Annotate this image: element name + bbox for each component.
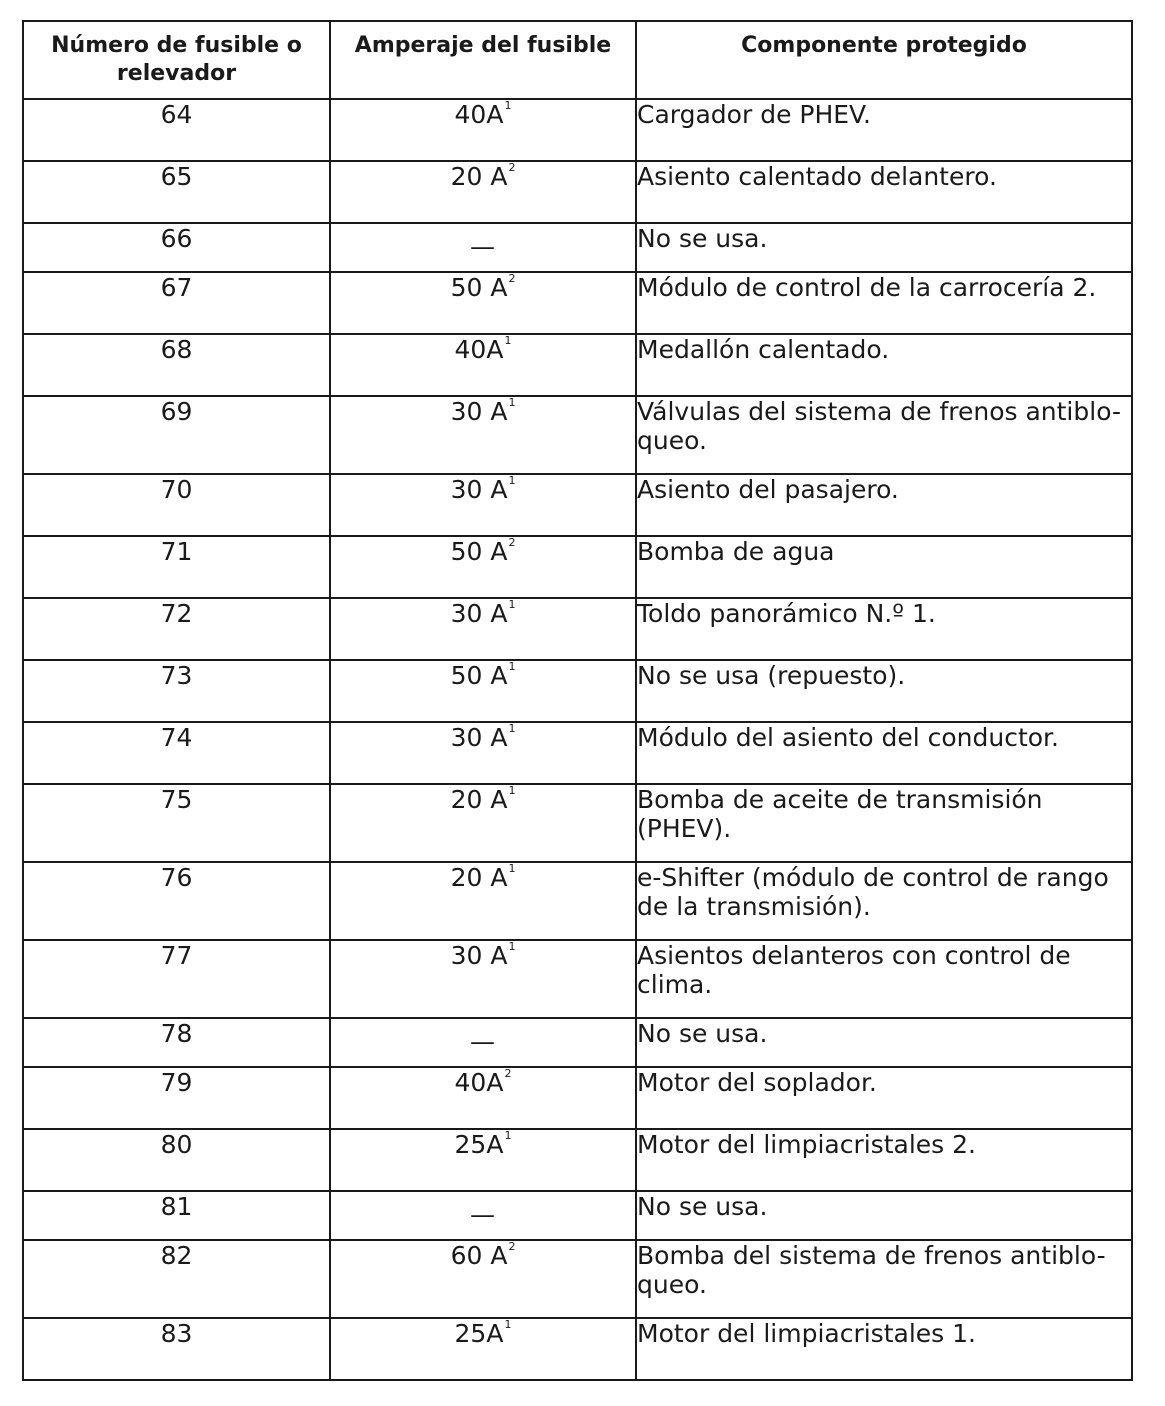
- table-row: [23, 1240, 1132, 1318]
- fuse-amperage: 20 $A^1$: [330, 862, 636, 940]
- protected-component: Bomba de agua: [636, 536, 1132, 598]
- footnote-mark: 1: [508, 474, 516, 487]
- fuse-amperage: 30 $A^1$: [330, 722, 636, 784]
- footnote-mark: 2: [508, 272, 516, 285]
- fuse-amperage: 60 $A^2$: [330, 1240, 636, 1318]
- fuse-number: 74: [23, 722, 330, 784]
- fuse-number: 65: [23, 161, 330, 223]
- protected-component: No se usa.: [636, 1018, 1132, 1067]
- fuse-table: [22, 20, 1133, 1381]
- footnote-mark: 1: [504, 1129, 512, 1142]
- protected-component: Toldo panorámico N.º 1.: [636, 598, 1132, 660]
- fuse-number: 71: [23, 536, 330, 598]
- fuse-amperage: —: [330, 223, 636, 272]
- fuse-amperage: 20 $A^2$: [330, 161, 636, 223]
- header-protected-component: Componente protegido: [636, 21, 1132, 99]
- footnote-mark: 1: [508, 940, 516, 953]
- protected-component: e-Shifter (módulo de control de rango de la transmisión).: [636, 862, 1132, 940]
- header-fuse-amperage: Amperaje del fusible: [330, 21, 636, 99]
- table-header: [23, 21, 1132, 99]
- fuse-number: 82: [23, 1240, 330, 1318]
- fuse-amperage: —: [330, 1018, 636, 1067]
- fuse-amperage: $40A^2$: [330, 1067, 636, 1129]
- table-row: [23, 1067, 1132, 1129]
- fuse-number: 81: [23, 1191, 330, 1240]
- footnote-mark: 2: [508, 1240, 516, 1253]
- fuse-number: 64: [23, 99, 330, 161]
- fuse-amperage: $40A^1$: [330, 99, 636, 161]
- fuse-number: 79: [23, 1067, 330, 1129]
- fuse-amperage: 30 $A^1$: [330, 396, 636, 474]
- protected-component: No se usa.: [636, 223, 1132, 272]
- table-row: [23, 474, 1132, 536]
- footnote-mark: 1: [508, 784, 516, 797]
- table-row: [23, 161, 1132, 223]
- protected-component: Bomba de aceite de transmisión (PHEV).: [636, 784, 1132, 862]
- footnote-mark: 1: [508, 396, 516, 409]
- table-row: [23, 334, 1132, 396]
- fuse-number: 73: [23, 660, 330, 722]
- protected-component: Motor del limpiacristales 2.: [636, 1129, 1132, 1191]
- footnote-mark: 1: [508, 660, 516, 673]
- footnote-mark: 1: [504, 334, 512, 347]
- protected-component: Módulo del asiento del conductor.: [636, 722, 1132, 784]
- footnote-mark: 1: [508, 598, 516, 611]
- table-row: [23, 598, 1132, 660]
- table-row: [23, 862, 1132, 940]
- table-row: [23, 1129, 1132, 1191]
- fuse-amperage: $40A^1$: [330, 334, 636, 396]
- fuse-amperage: 30 $A^1$: [330, 598, 636, 660]
- fuse-amperage: 20 $A^1$: [330, 784, 636, 862]
- fuse-number: 70: [23, 474, 330, 536]
- footnote-mark: 1: [508, 722, 516, 735]
- protected-component: Asiento del pasajero.: [636, 474, 1132, 536]
- fuse-number: 67: [23, 272, 330, 334]
- protected-component: Medallón calentado.: [636, 334, 1132, 396]
- fuse-amperage: 50 $A^1$: [330, 660, 636, 722]
- footnote-mark: 1: [508, 862, 516, 875]
- fuse-number: 77: [23, 940, 330, 1018]
- footnote-mark: 1: [504, 1318, 512, 1331]
- table-row: [23, 660, 1132, 722]
- footnote-mark: 2: [508, 161, 516, 174]
- table-row: [23, 1018, 1132, 1067]
- fuse-amperage: 50 $A^2$: [330, 536, 636, 598]
- fuse-number: 78: [23, 1018, 330, 1067]
- fuse-amperage: $25A^1$: [330, 1129, 636, 1191]
- fuse-amperage: —: [330, 1191, 636, 1240]
- table-row: [23, 784, 1132, 862]
- protected-component: Motor del limpiacristales 1.: [636, 1318, 1132, 1380]
- fuse-amperage: $25A^1$: [330, 1318, 636, 1380]
- fuse-amperage: 30 $A^1$: [330, 940, 636, 1018]
- fuse-number: 66: [23, 223, 330, 272]
- footnote-mark: 1: [504, 99, 512, 112]
- protected-component: Asiento calentado delantero.: [636, 161, 1132, 223]
- header-fuse-number: Número de fusible o relevador: [23, 21, 330, 99]
- fuse-number: 80: [23, 1129, 330, 1191]
- fuse-amperage: 50 $A^2$: [330, 272, 636, 334]
- protected-component: Motor del soplador.: [636, 1067, 1132, 1129]
- table-row: [23, 272, 1132, 334]
- footnote-mark: 2: [508, 536, 516, 549]
- protected-component: Bomba del sistema de frenos antiblo-queo.: [636, 1240, 1132, 1318]
- fuse-number: 68: [23, 334, 330, 396]
- table-row: [23, 223, 1132, 272]
- fuse-number: 83: [23, 1318, 330, 1380]
- table-row: [23, 722, 1132, 784]
- table-row: [23, 536, 1132, 598]
- fuse-number: 76: [23, 862, 330, 940]
- table-row: [23, 396, 1132, 474]
- fuse-number: 69: [23, 396, 330, 474]
- footnote-mark: 2: [504, 1067, 512, 1080]
- table-row: [23, 940, 1132, 1018]
- table-row: [23, 1191, 1132, 1240]
- protected-component: Asientos delanteros con control de clima.: [636, 940, 1132, 1018]
- fuse-amperage: 30 $A^1$: [330, 474, 636, 536]
- protected-component: No se usa.: [636, 1191, 1132, 1240]
- fuse-number: 72: [23, 598, 330, 660]
- table-row: [23, 1318, 1132, 1380]
- table-row: [23, 99, 1132, 161]
- protected-component: Cargador de PHEV.: [636, 99, 1132, 161]
- protected-component: Módulo de control de la carrocería 2.: [636, 272, 1132, 334]
- protected-component: No se usa (repuesto).: [636, 660, 1132, 722]
- protected-component: Válvulas del sistema de frenos antiblo-queo.: [636, 396, 1132, 474]
- fuse-number: 75: [23, 784, 330, 862]
